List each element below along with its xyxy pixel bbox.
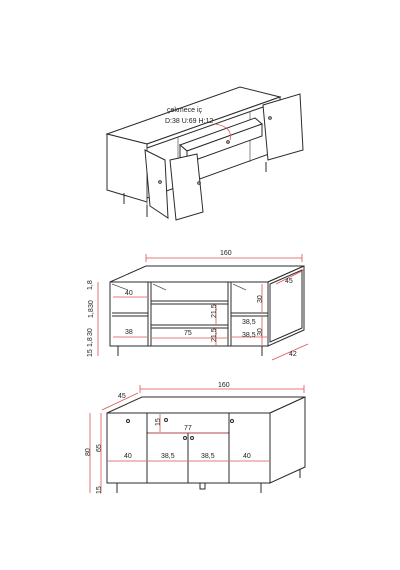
v2-right-shelf-bottom: 38,5 [242, 332, 256, 339]
isometric-open-view [107, 87, 303, 220]
v3-door-w-1: 38,5 [161, 453, 175, 460]
v3-height-body: 65 [96, 444, 103, 452]
v2-left-h-2: 1,8 [88, 308, 95, 318]
left-door-open [145, 150, 168, 218]
v2-depth-bottom: 42 [289, 351, 297, 358]
v2-center-h-bottom: 21,5 [211, 328, 218, 342]
v2-center-h-top: 21,5 [211, 304, 218, 318]
v3-drawer-height: 15 [155, 418, 162, 426]
v3-drawer-width: 77 [184, 425, 192, 432]
v2-right-shelf-top: 38,5 [242, 319, 256, 326]
v2-left-h-1: 30 [88, 300, 95, 308]
v2-right-v-top: 30 [257, 295, 264, 303]
v2-depth-right: 45 [285, 278, 293, 285]
v2-left-h-5: 15 [87, 349, 94, 357]
v2-width-label: 160 [220, 250, 232, 257]
v2-right-v-bottom: 30 [257, 328, 264, 336]
v2-center-width: 75 [184, 330, 192, 337]
drawer-note-line1: çekmece iç [167, 107, 203, 114]
v2-left-shelf-top: 40 [125, 290, 133, 297]
middle-door-open [170, 154, 203, 220]
v2-left-h-4: 1,8 [87, 337, 94, 347]
v3-door-w-2: 38,5 [201, 453, 215, 460]
v3-leg-height: 15 [96, 486, 103, 494]
v3-width-label: 160 [218, 382, 230, 389]
front-closed-view [85, 382, 305, 494]
v2-left-shelf-bottom: 38 [125, 329, 133, 336]
v3-depth-label: 45 [118, 393, 126, 400]
v2-left-h-3: 30 [87, 328, 94, 336]
right-door-open [263, 94, 303, 160]
v3-door-w-3: 40 [243, 453, 251, 460]
shelf-dimension-view [87, 250, 308, 360]
left-side-panel [107, 134, 147, 202]
v2-left-h-0: 1,8 [87, 280, 94, 290]
v3-height-total: 80 [85, 448, 92, 456]
v3-door-w-0: 40 [124, 453, 132, 460]
drawer-note-line2: D:38 U:69 H:12 [165, 118, 214, 125]
